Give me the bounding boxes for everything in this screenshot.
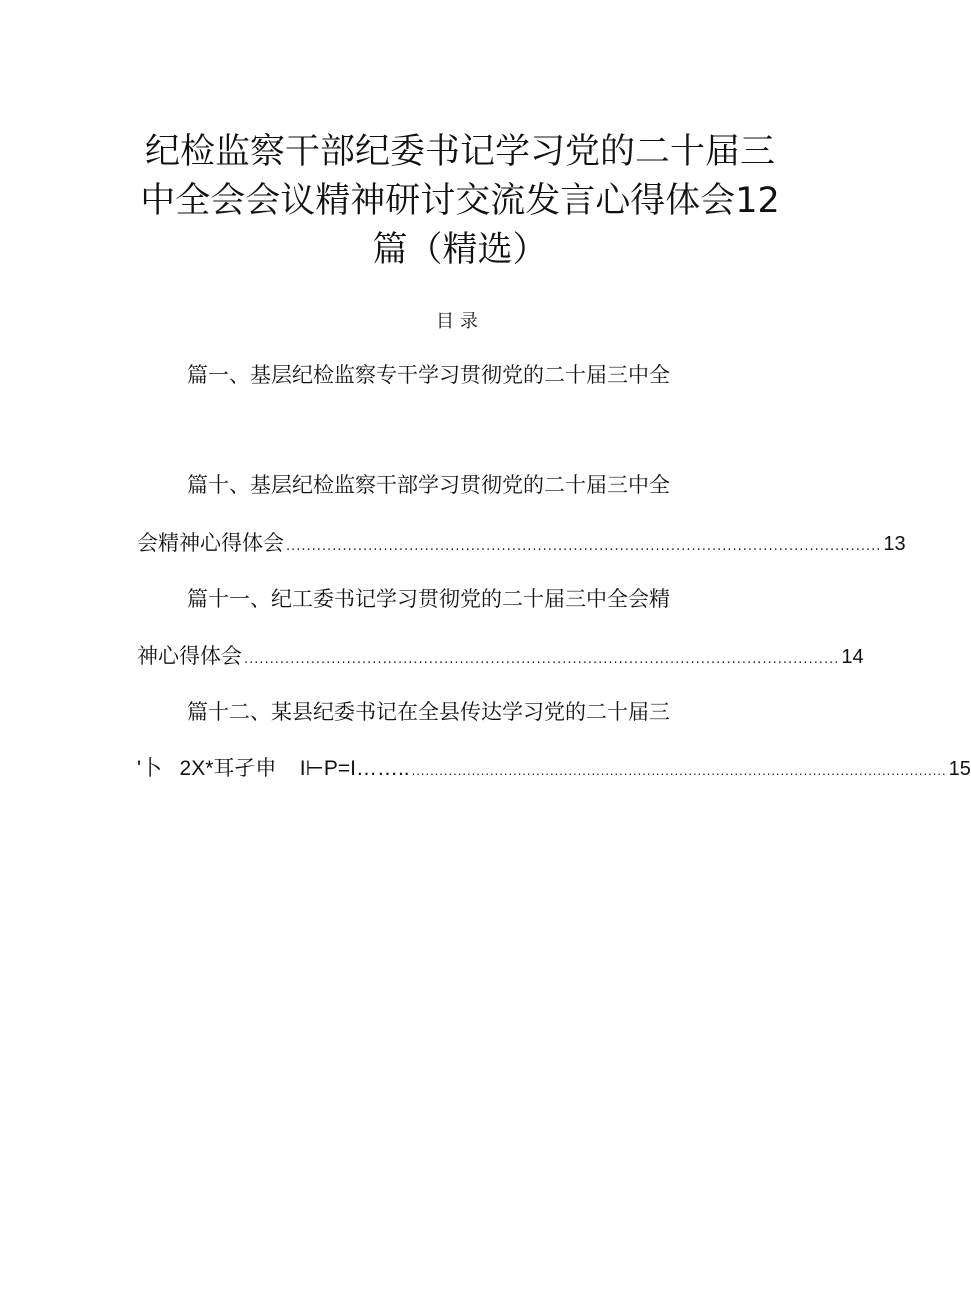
toc-page-number: 15 xyxy=(948,758,971,780)
toc-leader-dots: .................................................................................................................... xyxy=(244,652,840,667)
toc-entry-10-text: 会精神心得体会 xyxy=(137,531,284,555)
toc-entry-12[interactable]: 篇十二、某县纪委书记在全县传达学习党的二十届三 xyxy=(187,700,670,724)
toc-heading: 目录 xyxy=(436,311,484,332)
toc-leader-dots: .................................................................................................................... xyxy=(411,763,947,778)
toc-entry-11-continuation[interactable] xyxy=(137,642,864,674)
toc-entry-12-text: '卜 2X*耳孑申 I⊢P=I…….. xyxy=(137,757,410,780)
toc-page-number: 14 xyxy=(841,646,864,668)
toc-entry-12-continuation[interactable] xyxy=(137,755,971,785)
toc-entry-10-continuation[interactable] xyxy=(137,529,906,561)
title-line-2: 中全会会议精神研讨交流发言心得体会12 xyxy=(140,181,780,221)
toc-entry-10[interactable]: 篇十、基层纪检监察干部学习贯彻党的二十届三中全 xyxy=(187,473,670,497)
toc-entry-11-text: 神心得体会 xyxy=(137,644,242,668)
toc-page-number: 13 xyxy=(883,533,906,555)
toc-entry-1[interactable]: 篇一、基层纪检监察专干学习贯彻党的二十届三中全 xyxy=(187,363,670,387)
title-line-3: 篇（精选） xyxy=(372,230,548,270)
toc-entry-11[interactable]: 篇十一、纪工委书记学习贯彻党的二十届三中全会精 xyxy=(187,587,670,611)
document-title xyxy=(120,128,800,275)
title-line-1: 纪检监察干部纪委书记学习党的二十届三 xyxy=(144,132,775,172)
toc-leader-dots: .................................................................................................................... xyxy=(286,539,882,554)
